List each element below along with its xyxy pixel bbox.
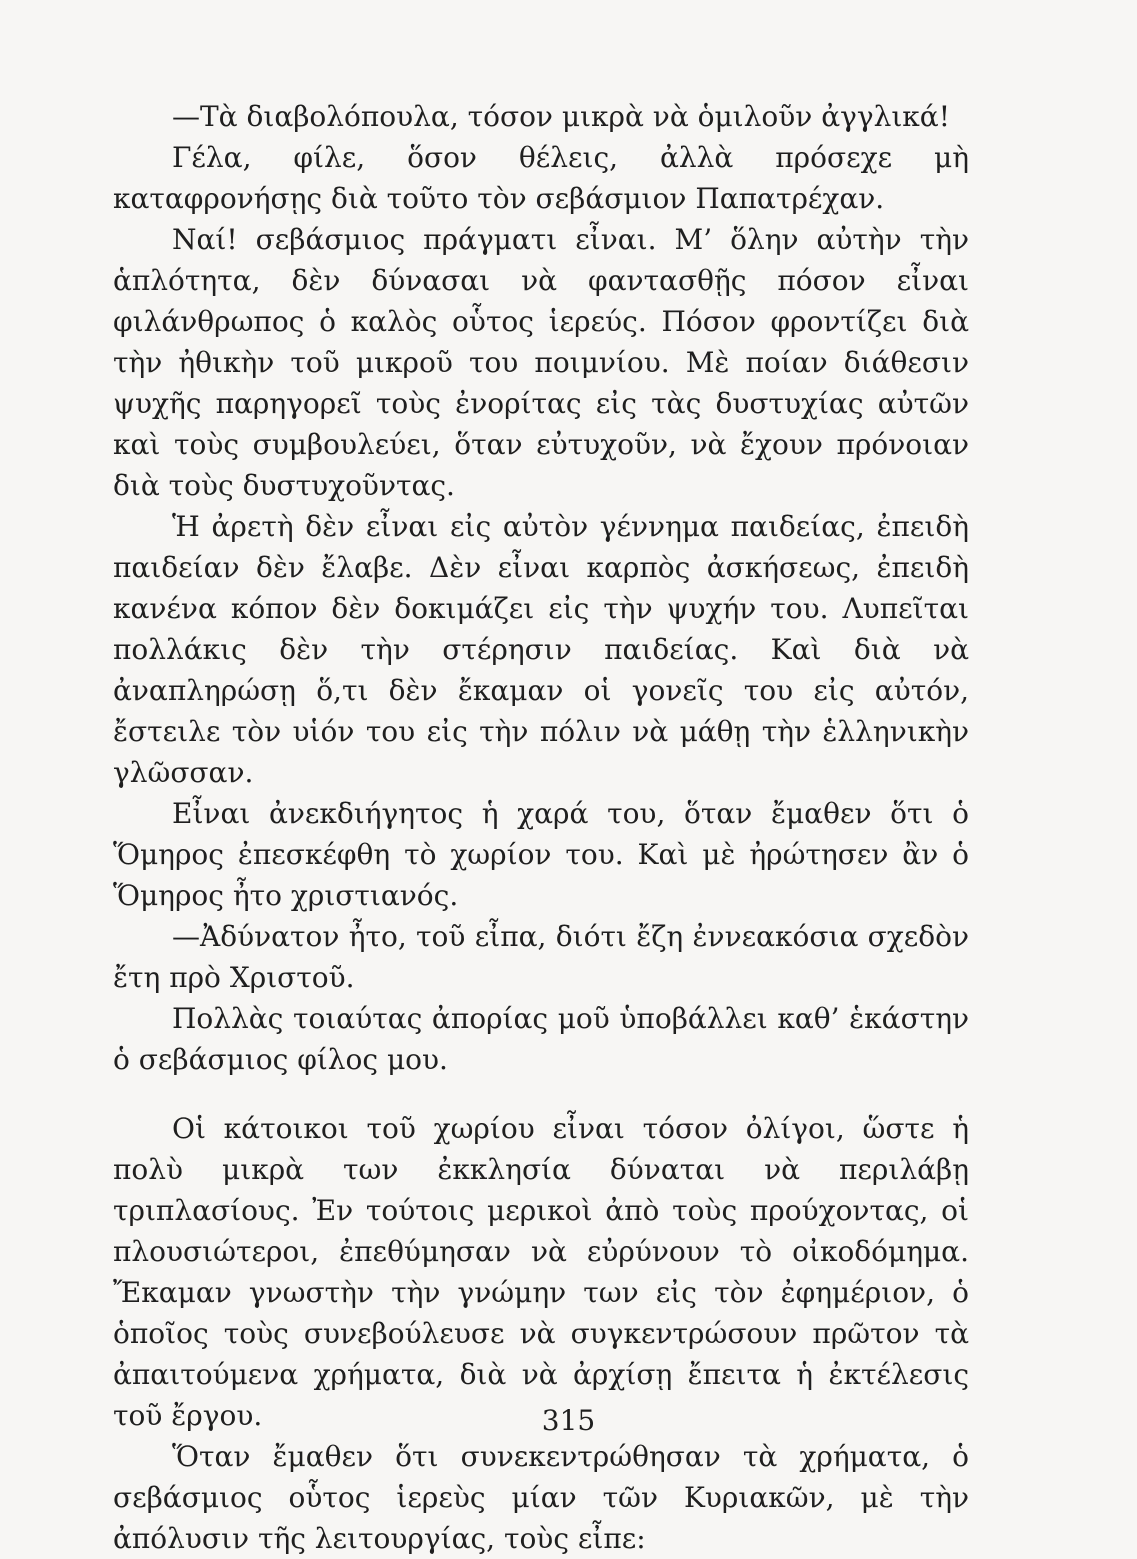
paragraph-5: Εἶναι ἀνεκδιήγητος ἡ χαρά του, ὅταν ἔμαθεν ὅτι ὁ Ὅμηρος ἐπεσκέφθη τὸ χωρίον του. Καὶ μὲ ἠρώτησεν ἂν ὁ Ὅμηρος ἦτο χριστιανός. [113, 797, 969, 912]
paragraph-9: Ὅταν ἔμαθεν ὅτι συνεκεντρώθησαν τὰ χρήματα, ὁ σεβάσμιος οὗτος ἱερεὺς μίαν τῶν Κυριακῶν, μὲ τὴν ἀπόλυσιν τῆς λειτουργίας, τοὺς εἶπε: [113, 1440, 969, 1555]
paragraph-3: Ναί! σεβάσμιος πράγματι εἶναι. Μ’ ὅλην αὐτὴν τὴν ἁπλότητα, δὲν δύνασαι νὰ φαντασθῇς πόσον εἶναι φιλάνθρωπος ὁ καλὸς οὗτος ἱερεύς. Πόσον φροντίζει διὰ τὴν ἠθικὴν τοῦ μικροῦ του ποιμνίου. Μὲ ποίαν διάθεσιν ψυχῆς παρηγορεῖ τοὺς ἐνορίτας εἰς τὰς δυστυχίας αὐτῶν καὶ τοὺς συμβουλεύει, ὅταν εὐτυχοῦν, νὰ ἔχουν πρόνοιαν διὰ τοὺς δυστυχοῦντας. [113, 223, 969, 502]
paragraph-8: Οἱ κάτοικοι τοῦ χωρίου εἶναι τόσον ὀλίγοι, ὥστε ἡ πολὺ μικρὰ των ἐκκλησία δύναται νὰ περιλάβῃ τριπλασίους. Ἐν τούτοις μερικοὶ ἀπὸ τοὺς προύχοντας, οἱ πλουσιώτεροι, ἐπεθύμησαν νὰ εὐρύνουν τὸ οἰκοδόμημα. Ἔκαμαν γνωστὴν τὴν γνώμην των εἰς τὸν ἐφημέριον, ὁ ὁποῖος τοὺς συνεβούλευσε νὰ συγκεντρώσουν πρῶτον τὰ ἀπαιτούμενα χρήματα, διὰ νὰ ἀρχίσῃ ἔπειτα ἡ ἐκτέλεσις τοῦ ἔργου. [113, 1112, 969, 1432]
paragraph-4: Ἡ ἀρετὴ δὲν εἶναι εἰς αὐτὸν γέννημα παιδείας, ἐπειδὴ παιδείαν δὲν ἔλαβε. Δὲν εἶναι καρπὸς ἀσκήσεως, ἐπειδὴ κανένα κόπον δὲν δοκιμάζει εἰς τὴν ψυχήν του. Λυπεῖται πολλάκις δὲν τὴν στέρησιν παιδείας. Καὶ διὰ νὰ ἀναπληρώσῃ ὅ,τι δὲν ἔκαμαν οἱ γονεῖς του εἰς αὐτόν, ἔστειλε τὸν υἱόν του εἰς τὴν πόλιν νὰ μάθῃ τὴν ἑλληνικὴν γλῶσσαν. [113, 510, 969, 789]
paragraph-6: —Ἀδύνατον ἦτο, τοῦ εἶπα, διότι ἔζη ἐννεακόσια σχεδὸν ἔτη πρὸ Χριστοῦ. [113, 920, 969, 994]
body-text [113, 96, 969, 1559]
paragraph-7: Πολλὰς τοιαύτας ἀπορίας μοῦ ὑποβάλλει καθ’ ἑκάστην ὁ σεβάσμιος φίλος μου. [113, 1002, 969, 1076]
page-number: 315 [541, 1404, 596, 1437]
paragraph-2: Γέλα, φίλε, ὅσον θέλεις, ἀλλὰ πρόσεχε μὴ καταφρονήσῃς διὰ τοῦτο τὸν σεβάσμιον Παπατρέχαν. [113, 141, 969, 215]
paragraph-1: —Τὰ διαβολόπουλα, τόσον μικρὰ νὰ ὁμιλοῦν ἀγγλικά! [172, 100, 950, 133]
